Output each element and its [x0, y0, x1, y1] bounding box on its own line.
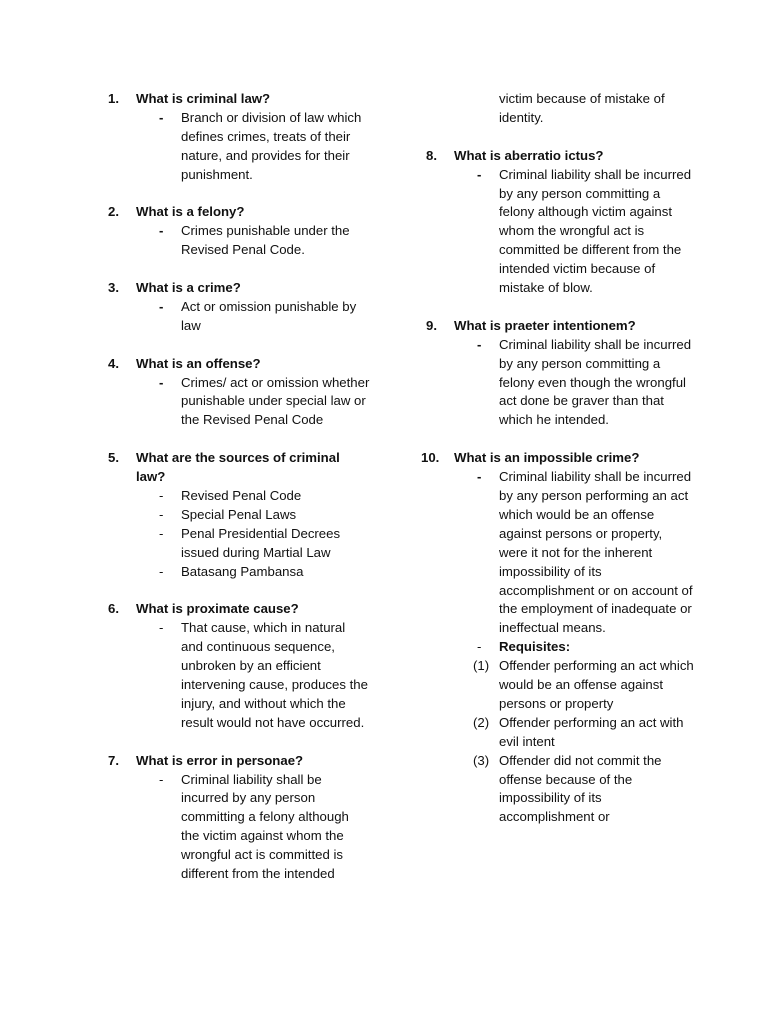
question-text: What is criminal law?: [136, 91, 271, 106]
answer-item: [108, 487, 370, 506]
answer-text: Special Penal Laws: [181, 506, 297, 522]
question-title: [108, 752, 370, 771]
answer-text: Criminal liability shall be incurred by any person committing a felony although victim against whom the wrongful act is committed be different from the intended victim because of mistake of blow.: [499, 166, 692, 296]
requisite-item: [426, 657, 694, 714]
question-text: What is proximate cause?: [136, 601, 299, 617]
answer-item: [108, 109, 370, 185]
right-column: [421, 90, 694, 827]
answer-item: [108, 374, 370, 431]
answer-text: Penal Presidential Decrees issued during Martial Law: [181, 525, 341, 560]
question-number: 1.: [108, 91, 119, 106]
bullet-dash: -: [477, 166, 482, 182]
question-4: [108, 355, 370, 431]
question-text: What is error in personae?: [136, 752, 304, 768]
question-title: [108, 279, 370, 298]
question-number: 5.: [108, 450, 119, 466]
question-title: [421, 449, 694, 468]
question-number: 3.: [108, 280, 119, 296]
bullet-dash: -: [159, 620, 164, 636]
answer-text: That cause, which in natural and continuous sequence, unbroken by an efficient intervening cause, produces the injury, and without which the result would not have occurred.: [181, 620, 368, 730]
bullet-dash: -: [159, 525, 164, 541]
bullet-dash: -: [159, 374, 164, 390]
question-9: [426, 317, 694, 430]
requisite-text: Offender performing an act which would be an offense against persons or property: [499, 658, 694, 711]
answer-text: Criminal liability shall be incurred by any person committing a felony even though the wrongful act done be graver than that which he intended.: [499, 336, 692, 428]
answer-text: Criminal liability shall be incurred by any person performing an act which would be an offense against persons or property, were it not for the inherent impossibility of its accomplishment or on account of the employment of inadequate or ineffectual means.: [499, 469, 693, 636]
requisite-item: [426, 714, 694, 752]
answer-text: Act or omission punishable by law: [181, 298, 357, 333]
answer-text: Crimes/ act or omission whether punishable under special law or the Revised Penal Code: [181, 374, 370, 428]
answer-item: [108, 771, 370, 884]
requisites-label: Requisites:: [499, 639, 571, 655]
question-6: [108, 600, 370, 732]
question-title: [108, 203, 370, 222]
bullet-dash: -: [477, 639, 482, 655]
answer-item: [108, 563, 370, 582]
question-title: [108, 449, 370, 487]
answer-item: [108, 506, 370, 525]
bullet-dash: -: [477, 336, 482, 352]
bullet-dash: -: [159, 487, 164, 503]
answer-item: [108, 222, 370, 260]
bullet-dash: -: [477, 469, 482, 485]
question-title: [108, 355, 370, 374]
bullet-dash: -: [159, 506, 164, 522]
bullet-dash: -: [159, 771, 164, 787]
question-5: [108, 449, 370, 581]
question-text: What is a felony?: [136, 204, 245, 220]
question-number: 10.: [421, 450, 440, 466]
question-number: 6.: [108, 601, 119, 617]
bullet-dash: -: [159, 563, 164, 579]
question-number: 7.: [108, 752, 119, 768]
question-1: [108, 90, 370, 185]
question-number: 2.: [108, 204, 119, 220]
answer-item: [108, 525, 370, 563]
answer-item: [108, 619, 370, 732]
answer-text: Branch or division of law which defines crimes, treats of their nature, and provides for their punishment.: [181, 109, 362, 182]
question-text: What is an impossible crime?: [454, 450, 640, 466]
requisite-number: (3): [473, 752, 490, 768]
bullet-dash: -: [159, 298, 164, 314]
requisite-number: (2): [473, 714, 490, 730]
answer-item: [426, 468, 694, 638]
question-text: What are the sources of criminal law?: [136, 450, 340, 485]
answer-item: [426, 166, 694, 298]
question-title: [426, 147, 694, 166]
question-text: What is an offense?: [136, 355, 261, 371]
left-column: [108, 90, 370, 884]
answer-text: Criminal liability shall be incurred by any person committing a felony although the victim against whom the wrongful act is committed is different from the intended: [181, 771, 349, 882]
question-number: 9.: [426, 317, 437, 333]
question-7: [108, 752, 370, 884]
question-title: [108, 90, 370, 109]
answer-text: Batasang Pambansa: [181, 563, 304, 579]
continued-answer-text: victim because of mistake of identity.: [499, 91, 665, 125]
question-title: [426, 317, 694, 336]
answer-item: [108, 298, 370, 336]
question-number: 4.: [108, 355, 119, 371]
answer-text: Revised Penal Code: [181, 487, 302, 503]
question-title: [108, 600, 370, 619]
bullet-dash: -: [159, 109, 164, 125]
answer-text: Crimes punishable under the Revised Penal Code.: [181, 223, 350, 258]
requisite-text: Offender did not commit the offense because of the impossibility of its accomplishment or: [499, 752, 662, 825]
question-number: 8.: [426, 147, 437, 163]
requisite-item: [426, 752, 694, 828]
answer-item: [426, 336, 694, 431]
question-text: What is aberratio ictus?: [454, 147, 604, 163]
question-3: [108, 279, 370, 336]
question-2: [108, 203, 370, 260]
question-text: What is praeter intentionem?: [454, 317, 636, 333]
question-10: [421, 449, 694, 827]
requisites-heading: [426, 638, 694, 657]
requisite-text: Offender performing an act with evil intent: [499, 714, 684, 749]
bullet-dash: -: [159, 223, 164, 239]
question-text: What is a crime?: [136, 280, 241, 296]
question-8: [426, 147, 694, 298]
requisite-number: (1): [473, 658, 490, 674]
